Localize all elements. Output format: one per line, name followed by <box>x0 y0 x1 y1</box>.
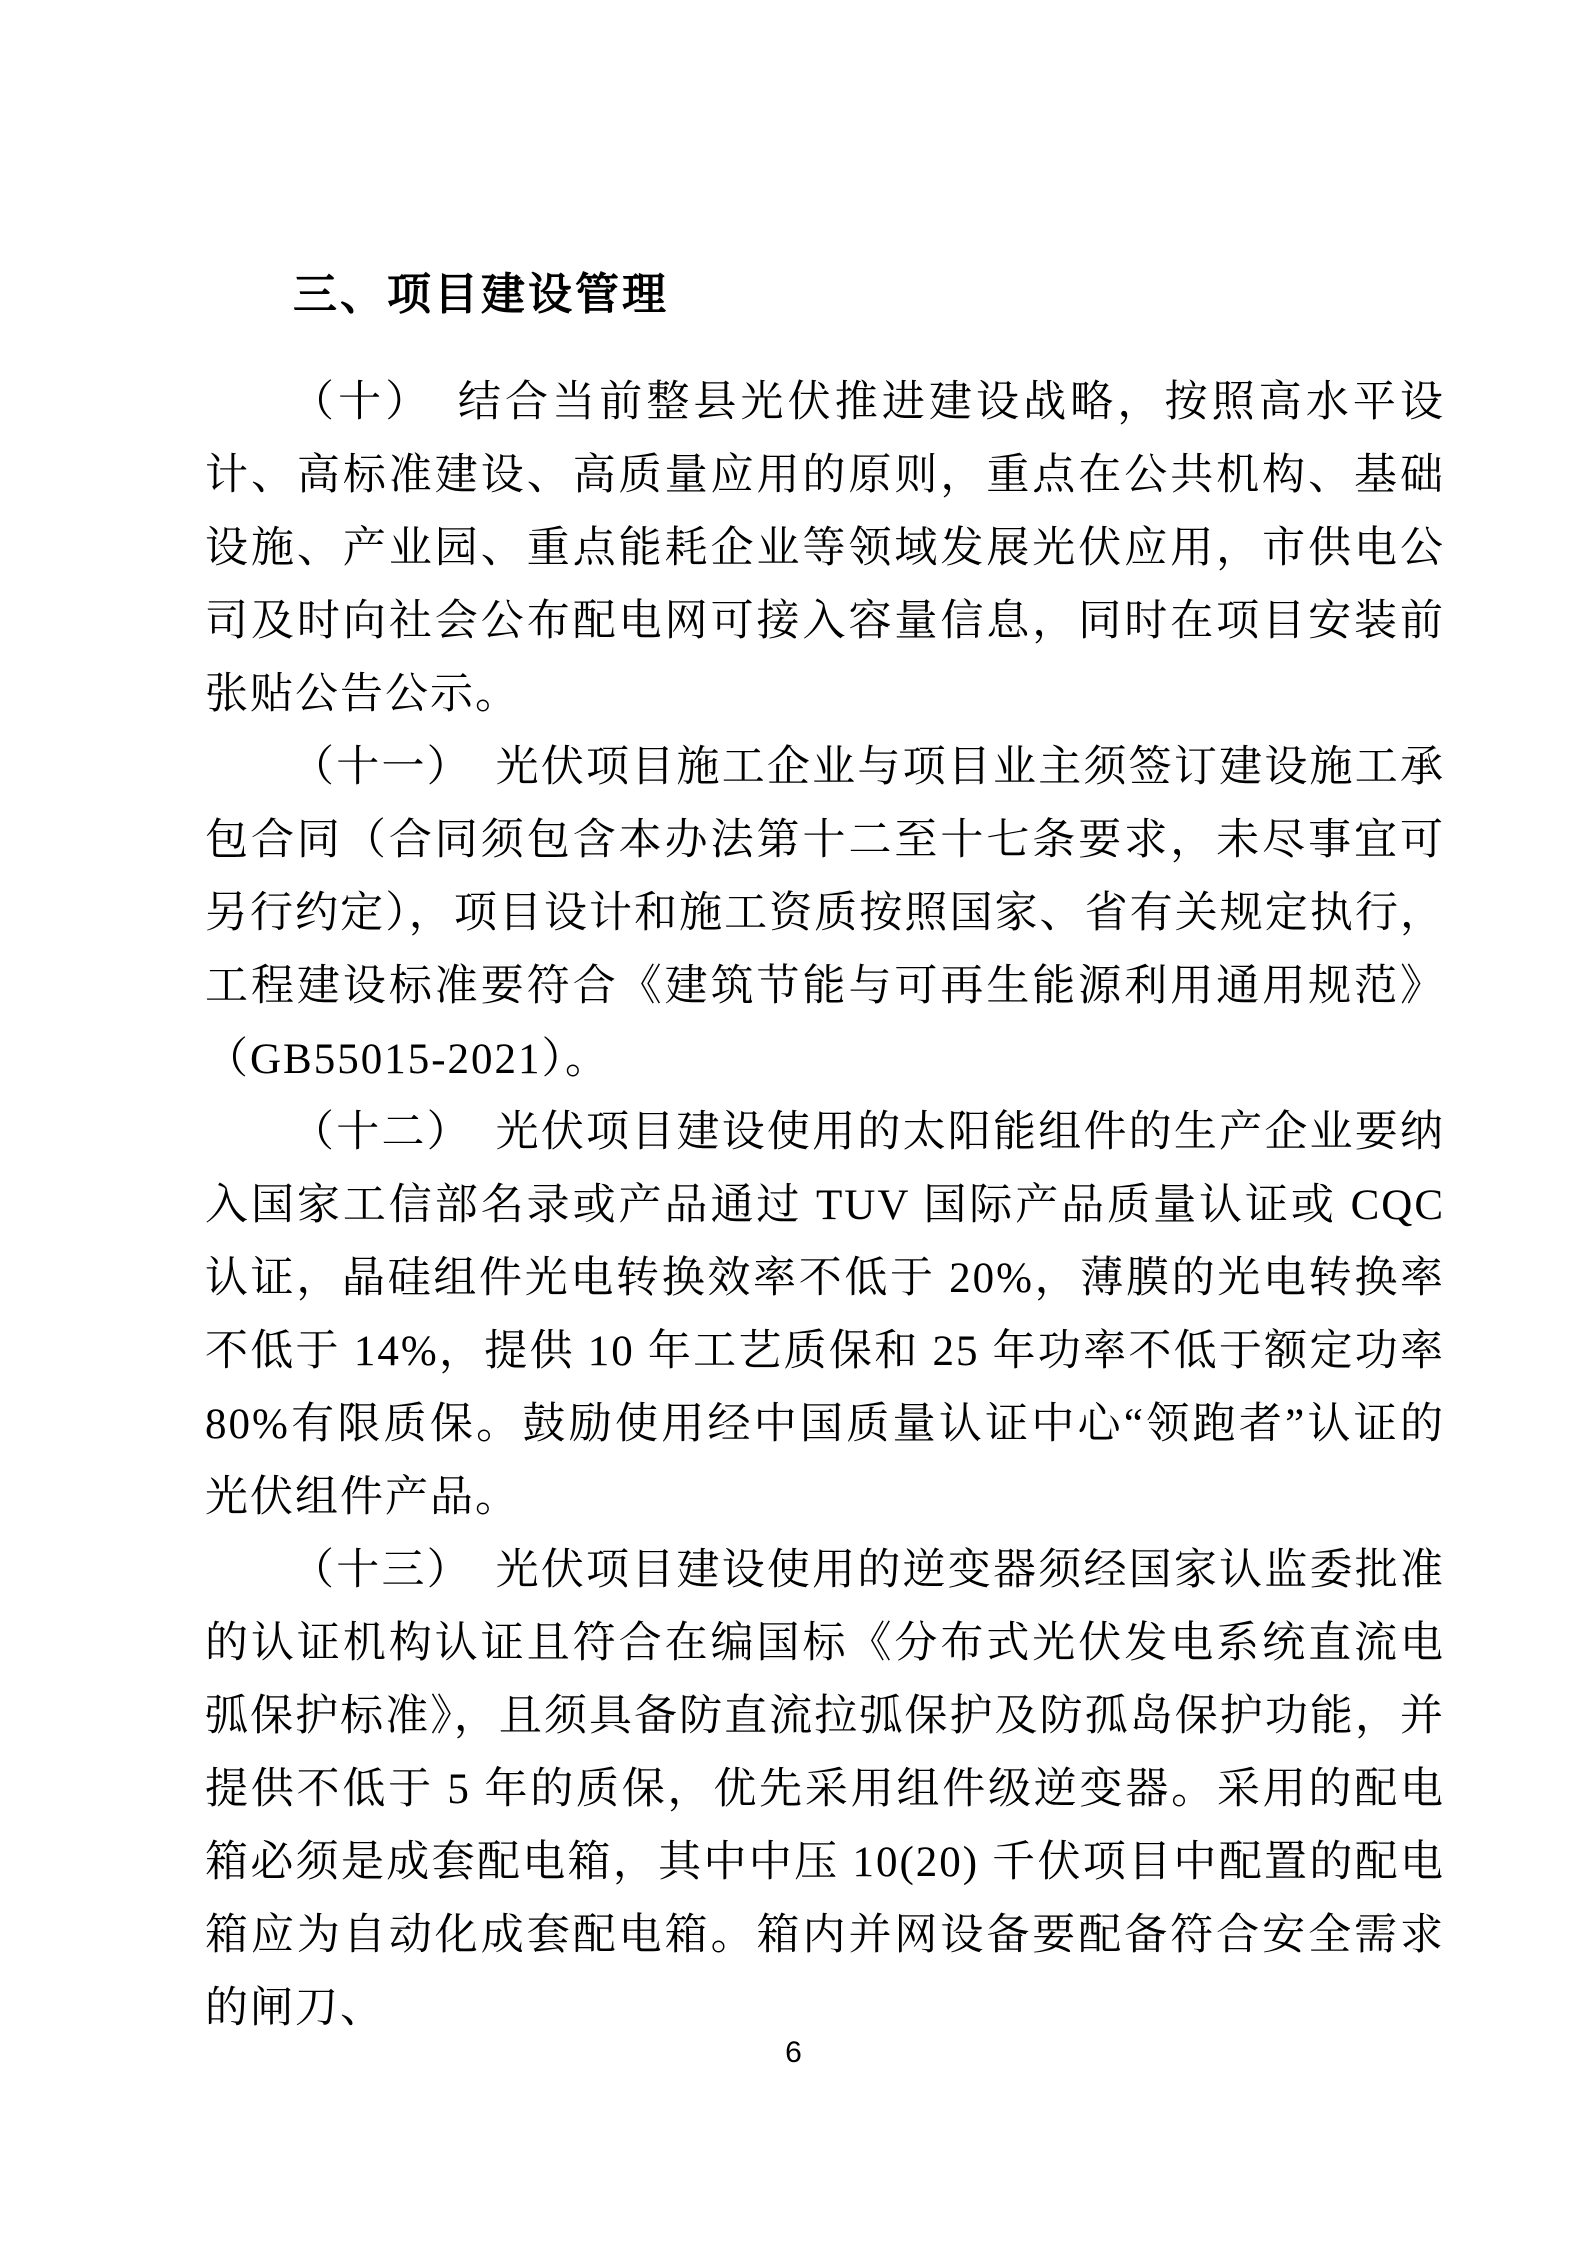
document-body <box>205 258 1445 2045</box>
page-number: 6 <box>785 2036 802 2069</box>
paragraph-article-11: （十一） 光伏项目施工企业与项目业主须签订建设施工承包合同（合同须包含本办法第十二至十七条要求，未尽事宜可另行约定），项目设计和施工资质按照国家、省有关规定执行，工程建设标准要符合《建筑节能与可再生能源利用通用规范》（GB55015-2021）。 <box>205 744 1445 1083</box>
paragraph-article-10: （十） 结合当前整县光伏推进建设战略，按照高水平设计、高标准建设、高质量应用的原则，重点在公共机构、基础设施、产业园、重点能耗企业等领域发展光伏应用，市供电公司及时向社会公布配电网可接入容量信息，同时在项目安装前张贴公告公示。 <box>205 379 1445 718</box>
section-heading: 三、项目建设管理 <box>293 270 669 319</box>
paragraph-article-13: （十三） 光伏项目建设使用的逆变器须经国家认监委批准的认证机构认证且符合在编国标《分布式光伏发电系统直流电弧保护标准》，且须具备防直流拉弧保护及防孤岛保护功能，并提供不低于 5 年的质保，优先采用组件级逆变器。采用的配电箱必须是成套配电箱，其中中压 10(20) 千伏项目中配置的配电箱应为自动化成套配电箱。箱内并网设备要配备符合安全需求的闸刀、 <box>205 1547 1445 2032</box>
paragraph-article-12: （十二） 光伏项目建设使用的太阳能组件的生产企业要纳入国家工信部名录或产品通过 TUV 国际产品质量认证或 CQC 认证，晶硅组件光电转换效率不低于 20%，薄膜的光电转换率不低于 14%，提供 10 年工艺质保和 25 年功率不低于额定功率 80%有限质保。鼓励使用经中国质量认证中心“领跑者”认证的光伏组件产品。 <box>205 1109 1445 1521</box>
